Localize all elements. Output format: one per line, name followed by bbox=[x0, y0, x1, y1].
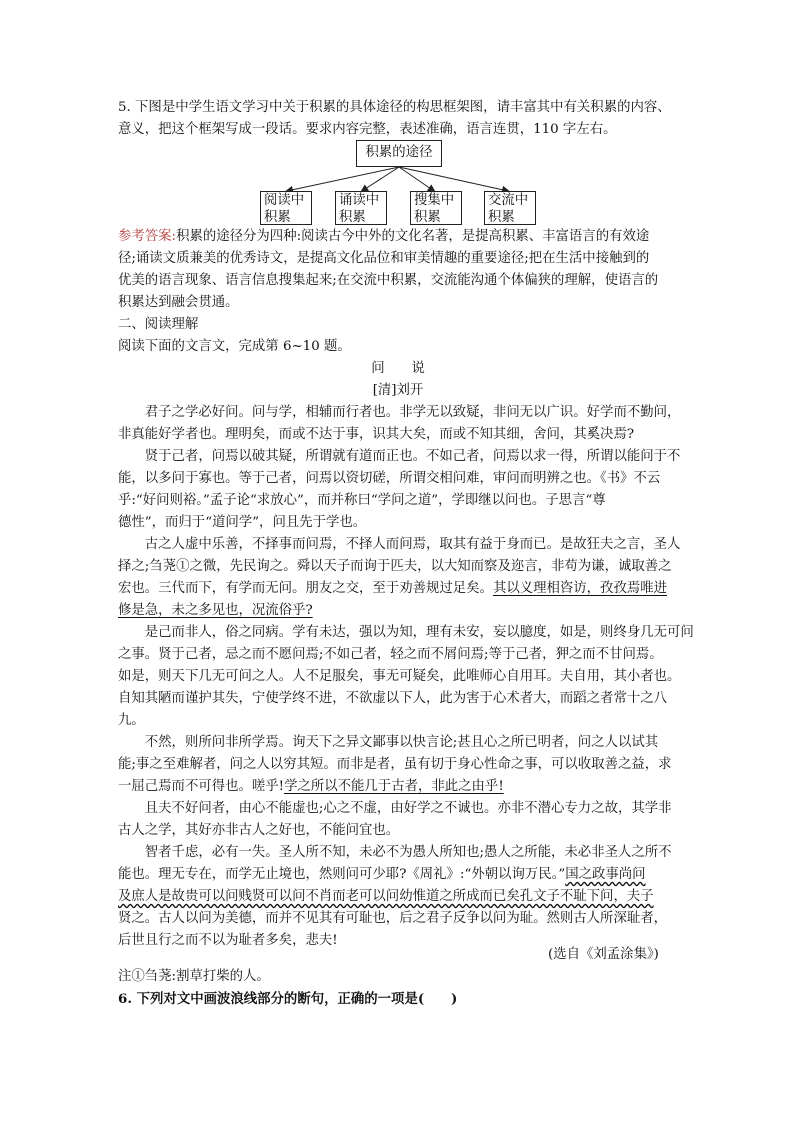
answer-text-1: 积累的途径分为四种:阅读古今中外的文化名著，是提高积累、丰富语言的有效途 bbox=[176, 229, 650, 244]
diagram-box-reciting-line2: 积累 bbox=[339, 210, 366, 225]
diagram-box-reading-line2: 积累 bbox=[264, 210, 291, 225]
passage-line-11: 是己而非人，俗之同病。学有未达，强以为知，理有未安，妄以臆度，如是，则终身几无可问 bbox=[118, 625, 694, 640]
diagram-box-exchanging-line2: 积累 bbox=[488, 210, 515, 225]
passage-line-25: 后世且行之而不以为耻者多矣，悲夫! bbox=[118, 933, 338, 948]
passage-line-3: 贤于己者，问焉以破其疑，所谓就有道而正也。不如己者，问焉以求一得，所谓以能问于不 bbox=[118, 449, 681, 464]
passage-line-5: 乎:“好问则裕。”孟子论“求放心”，而并称曰“学问之道”，学即继以问也。子思言“尊 bbox=[118, 493, 606, 508]
passage-line-20: 古人之学，其好亦非古人之好也，不能问宜也。 bbox=[118, 823, 400, 838]
passage-line-17: 能;事之至难解者，问之人以穷其短。而非是者，虽有切于身心性命之事，可以收取善之益，求 bbox=[118, 757, 672, 772]
underlined-phrase-1a: 其以义理相咨访，孜孜焉唯进 bbox=[492, 581, 668, 596]
answer-line-2: 径;诵读文质兼美的优秀诗文，是提高文化品位和审美情趣的重要途径;把在生活中接触到的 bbox=[118, 251, 650, 266]
answer-line-4: 积累达到融会贯通。 bbox=[118, 295, 239, 310]
passage-line-7: 古之人虚中乐善，不择事而问焉，不择人而问焉，取其有益于身而已。是故狂夫之言，圣人 bbox=[118, 537, 681, 552]
wavy-phrase-b: 及庶人是故贵可以问贱贤可以问不肖而老可以问幼惟道之所成而已矣孔文子不耻下问，夫子 bbox=[118, 889, 654, 904]
diagram-root-box: 积累的途径 bbox=[356, 140, 442, 167]
underlined-phrase-2: 学之所以不能几于古者，非此之由乎! bbox=[284, 779, 504, 794]
arrow-1 bbox=[287, 167, 399, 191]
answer-line-1 bbox=[118, 226, 649, 248]
question-5-line-2: 意义，把这个框架写成一段话。要求内容完整，表述准确，语言连贯，110 字左右。 bbox=[118, 122, 617, 137]
footnote: 注①刍荛:割草打柴的人。 bbox=[118, 969, 270, 984]
diagram-arrows bbox=[0, 0, 794, 230]
underlined-phrase-1b: 修是急，未之多见也，况流俗乎? bbox=[118, 603, 313, 618]
diagram-box-collecting bbox=[410, 191, 462, 225]
passage-line-19: 且夫不好问者，由心不能虚也;心之不虚，由好学之不诚也。亦非不潜心专力之故，其学非 bbox=[118, 801, 672, 816]
passage-title: 问 说 bbox=[371, 361, 425, 376]
passage-line-10 bbox=[118, 600, 313, 622]
passage-line-9-text: 宏也。三代而下，有学而无问。朋友之交，至于劝善规过足矣。 bbox=[118, 581, 493, 596]
section-intro: 阅读下面的文言文，完成第 6~10 题。 bbox=[118, 339, 351, 354]
passage-line-9 bbox=[118, 578, 667, 600]
question-5-line-1: 5. 下图是中学生语文学习中关于积累的具体途径的构思框架图，请丰富其中有关积累的内容、 bbox=[118, 100, 671, 115]
passage-line-13: 如是，则天下几无可问之人。人不足服矣，事无可疑矣，此唯师心自用耳。夫自用，其小者也。 bbox=[118, 669, 681, 684]
diagram-box-reading-line1: 阅读中 bbox=[264, 193, 305, 208]
diagram-box-reading bbox=[260, 191, 312, 225]
passage-line-18 bbox=[118, 776, 504, 798]
passage-line-12: 之事。贤于己者，忌之而不愿问焉;不如己者，轻之而不屑问焉;等于己者，狎之而不甘问焉。 bbox=[118, 647, 663, 662]
answer-line-3: 优美的语言现象、语言信息搜集起来;在交流中积累，交流能沟通个体偏狭的理解，使语言的 bbox=[118, 273, 659, 288]
wavy-phrase-a: 国之政事尚问 bbox=[565, 867, 646, 882]
passage-line-18-text: 一屈己焉而不可得也。嗟乎! bbox=[118, 779, 285, 794]
question-6: 6. 下列对文中画波浪线部分的断句，正确的一项是( ) bbox=[118, 991, 458, 1007]
diagram-box-exchanging bbox=[484, 191, 536, 225]
passage-line-21: 智者千虑，必有一失。圣人所不知，未必不为愚人所知也;愚人之所能，未必非圣人之所不 bbox=[118, 845, 672, 860]
diagram-box-exchanging-line1: 交流中 bbox=[488, 193, 529, 208]
section-heading: 二、阅读理解 bbox=[118, 317, 199, 332]
passage-line-23 bbox=[118, 886, 654, 908]
answer-label: 参考答案: bbox=[118, 229, 177, 244]
passage-line-22 bbox=[118, 864, 646, 886]
diagram-box-collecting-line1: 搜集中 bbox=[414, 193, 455, 208]
passage-source: (选自《刘孟涂集》) bbox=[548, 947, 659, 962]
passage-line-22-text: 能也。理无专在，而学无止境也，然则问可少耶?《周礼》:“外朝以询万民。” bbox=[118, 867, 566, 882]
passage-line-6: 德性”，而归于“道问学”，问且先于学也。 bbox=[118, 515, 367, 530]
arrow-4 bbox=[399, 167, 508, 191]
passage-line-24: 贤之。古人以问为美德，而并不见其有可耻也，后之君子反争以问为耻。然则古人所深耻者， bbox=[118, 911, 668, 926]
passage-line-2: 非真能好学者也。理明矣，而或不达于事，识其大矣，而或不知其细，舍问，其奚决焉? bbox=[118, 427, 635, 442]
passage-line-1: 君子之学必好问。问与学，相辅而行者也。非学无以致疑，非问无以广识。好学而不勤问， bbox=[118, 405, 681, 420]
passage-line-16: 不然，则所问非所学焉。询天下之异文鄙事以快言论;甚且心之所已明者，问之人以试其 bbox=[118, 735, 659, 750]
diagram-box-collecting-line2: 积累 bbox=[414, 210, 441, 225]
passage-line-4: 能，以多问于寡也。等于己者，问焉以资切磋，所谓交相问难，审问而明辨之也。《书》不云 bbox=[118, 471, 661, 486]
passage-line-15: 九。 bbox=[118, 713, 145, 728]
passage-author: [清]刘开 bbox=[372, 383, 424, 398]
diagram-box-reciting bbox=[335, 191, 387, 225]
passage-line-14: 自知其陋而谨护其失，宁使学终不进，不欲虚以下人，此为害于心术者大，而蹈之者常十之八 bbox=[118, 691, 668, 706]
passage-line-8: 择之;刍荛①之微，先民询之。舜以天子而询于匹夫，以大知而察及迩言，非苟为谦，诚取善之 bbox=[118, 559, 672, 574]
diagram-box-reciting-line1: 诵读中 bbox=[339, 193, 380, 208]
